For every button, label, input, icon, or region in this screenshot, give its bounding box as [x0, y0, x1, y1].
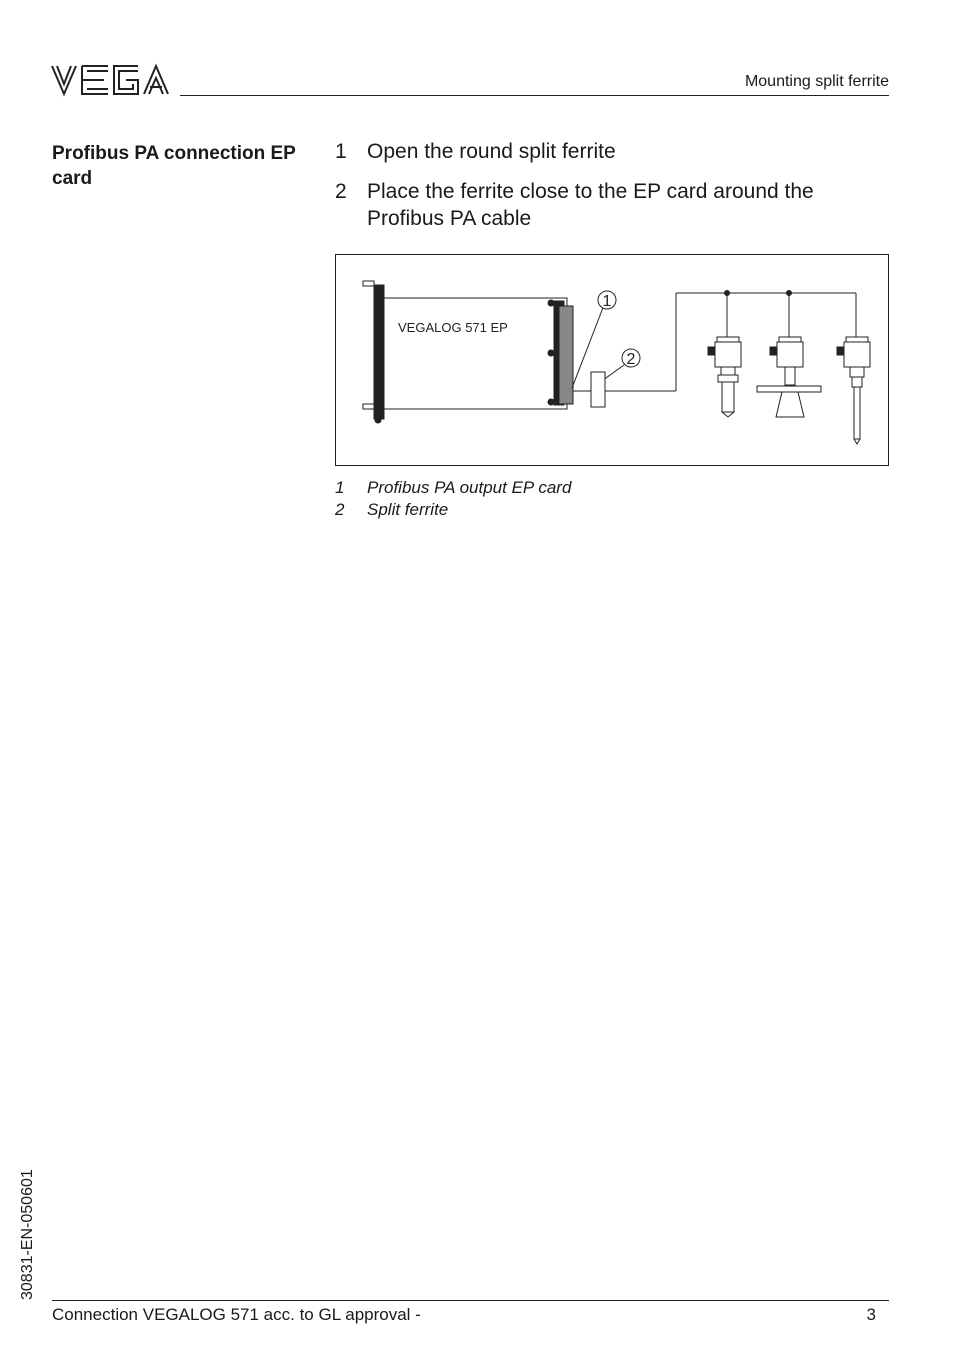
page-number: 3	[866, 1305, 876, 1324]
document-code: 30831-EN-050601	[19, 1169, 36, 1300]
callout-2-number: 2	[626, 351, 636, 368]
caption-text: Profibus PA output EP card	[367, 478, 572, 497]
wiring-figure	[335, 254, 889, 466]
caption-number: 1	[335, 478, 345, 497]
footer-title: Connection VEGALOG 571 acc. to GL approval -	[52, 1305, 421, 1324]
caption-item	[335, 499, 890, 521]
footer-rule	[52, 1300, 889, 1301]
steps-list	[335, 138, 890, 245]
step-text: Place the ferrite close to the EP card around the Profibus PA cable	[367, 180, 814, 230]
step-text: Open the round split ferrite	[367, 140, 616, 163]
vega-logo	[50, 62, 170, 98]
ep-card-outline	[384, 298, 567, 409]
sensor-1	[708, 337, 741, 417]
profibus-output	[559, 306, 573, 404]
section-title: Mounting split ferrite	[744, 73, 889, 90]
caption-number: 2	[335, 500, 345, 519]
step-item	[335, 138, 890, 165]
figure-captions	[335, 477, 890, 521]
header-rule	[180, 95, 889, 96]
card-label: VEGALOG 571 EP	[398, 320, 508, 335]
card-front-panel	[374, 285, 384, 419]
side-heading: Profibus PA connection EP card	[52, 143, 296, 189]
caption-text: Split ferrite	[367, 500, 449, 519]
step-number: 1	[335, 140, 347, 163]
step-item	[335, 178, 890, 232]
wiring-diagram	[336, 255, 888, 465]
split-ferrite	[591, 372, 605, 407]
sensor-2	[757, 337, 821, 417]
caption-item	[335, 477, 890, 499]
sensor-3	[837, 337, 870, 444]
step-number: 2	[335, 180, 347, 203]
callout-1-number: 1	[602, 293, 612, 310]
